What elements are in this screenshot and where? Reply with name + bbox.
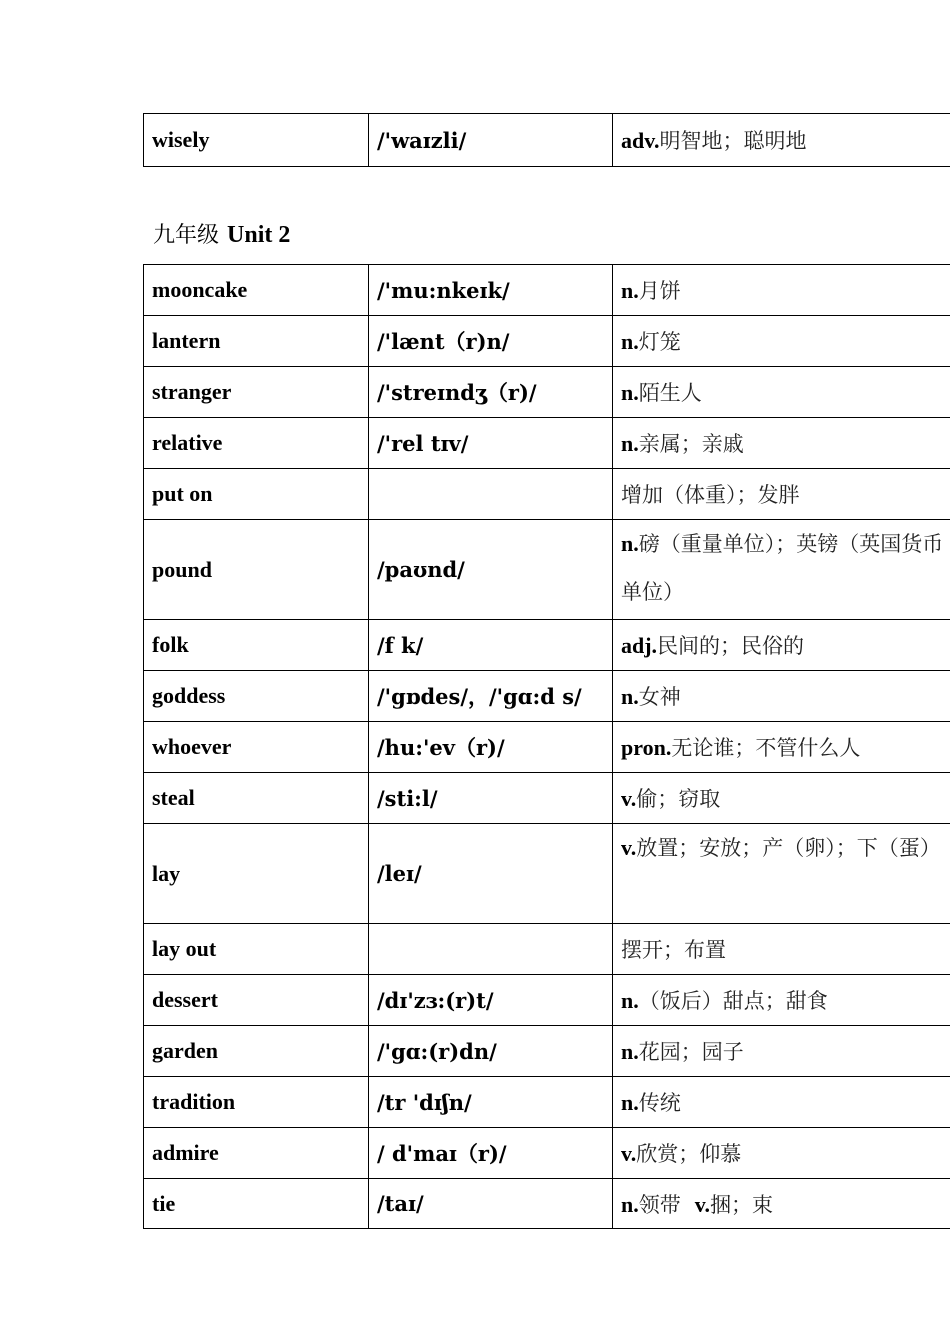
word-cell: relative bbox=[144, 418, 369, 469]
word-cell: mooncake bbox=[144, 265, 369, 316]
meaning-cell bbox=[613, 469, 950, 520]
meaning-text: 传统 bbox=[638, 1091, 681, 1115]
table-row bbox=[144, 316, 950, 367]
part-of-speech: adj. bbox=[621, 633, 658, 658]
meaning-text: 磅（重量单位）；英镑（英国货币单位） bbox=[621, 532, 944, 604]
part-of-speech: adv. bbox=[621, 128, 660, 153]
part-of-speech: pron. bbox=[621, 735, 672, 760]
word-cell: dessert bbox=[144, 975, 369, 1026]
meaning-cell bbox=[613, 1179, 950, 1229]
meaning-text: 明智地；聪明地 bbox=[659, 129, 807, 153]
meaning-text: 灯笼 bbox=[638, 330, 681, 354]
table-row bbox=[144, 924, 950, 975]
meaning-text: 增加（体重）；发胖 bbox=[621, 483, 800, 507]
word-cell: lay out bbox=[144, 924, 369, 975]
table-row bbox=[144, 1077, 950, 1128]
part-of-speech-2: v. bbox=[694, 1191, 711, 1217]
meaning-text: 放置；安放；产（卵）；下（蛋） bbox=[636, 836, 941, 860]
part-of-speech: n. bbox=[621, 431, 639, 456]
part-of-speech: n. bbox=[621, 278, 639, 303]
meaning-cell bbox=[613, 824, 950, 924]
phonetic-cell bbox=[369, 469, 613, 520]
table-row bbox=[144, 1179, 950, 1229]
table-row bbox=[144, 265, 950, 316]
phonetic-cell: /tr 'dɪʃn/ bbox=[369, 1077, 613, 1128]
phonetic-cell: / d'maɪ（r)/ bbox=[369, 1128, 613, 1179]
meaning-text: 女神 bbox=[638, 685, 681, 709]
word-cell: lay bbox=[144, 824, 369, 924]
part-of-speech: v. bbox=[621, 835, 637, 860]
phonetic-cell: /hu:'ev（r)/ bbox=[369, 722, 613, 773]
top-vocab-table bbox=[143, 113, 950, 167]
phonetic-cell: /'streɪndʒ（r)/ bbox=[369, 367, 613, 418]
table-row bbox=[144, 418, 950, 469]
part-of-speech: n. bbox=[621, 1090, 639, 1115]
meaning-text: 花园；园子 bbox=[638, 1040, 744, 1064]
part-of-speech: n. bbox=[621, 684, 639, 709]
word-cell: pound bbox=[144, 520, 369, 620]
table-row bbox=[144, 520, 950, 620]
word-cell: lantern bbox=[144, 316, 369, 367]
unit-label: Unit 2 bbox=[227, 222, 291, 248]
table-row bbox=[144, 469, 950, 520]
phonetic-cell: /f k/ bbox=[369, 620, 613, 671]
meaning-text-2: 捆；束 bbox=[710, 1192, 774, 1217]
table-row bbox=[144, 975, 950, 1026]
meaning-cell bbox=[613, 722, 950, 773]
part-of-speech: n. bbox=[621, 531, 639, 556]
meaning-text: 无论谁；不管什么人 bbox=[671, 736, 861, 760]
meaning-cell bbox=[613, 1026, 950, 1077]
table-row bbox=[144, 367, 950, 418]
phonetic-cell: /taɪ/ bbox=[369, 1179, 613, 1229]
meaning-cell bbox=[613, 773, 950, 824]
meaning-text: 摆开；布置 bbox=[621, 938, 726, 962]
word-cell: stranger bbox=[144, 367, 369, 418]
part-of-speech: n. bbox=[621, 988, 639, 1013]
word-cell: whoever bbox=[144, 722, 369, 773]
part-of-speech: n. bbox=[621, 380, 639, 405]
meaning-cell bbox=[613, 975, 950, 1026]
meaning-cell bbox=[613, 316, 950, 367]
table-row bbox=[144, 824, 950, 924]
meaning-cell bbox=[613, 520, 950, 620]
meaning-cell bbox=[613, 671, 950, 722]
word-cell: tradition bbox=[144, 1077, 369, 1128]
phonetic-cell: /'mu:nkeɪk/ bbox=[369, 265, 613, 316]
word-cell: admire bbox=[144, 1128, 369, 1179]
phonetic-cell: /'waɪzli/ bbox=[369, 114, 613, 167]
part-of-speech: n. bbox=[621, 1191, 639, 1217]
phonetic-cell: /leɪ/ bbox=[369, 824, 613, 924]
word-cell: garden bbox=[144, 1026, 369, 1077]
meaning-text: （饭后）甜点；甜食 bbox=[638, 989, 828, 1013]
part-of-speech: v. bbox=[621, 786, 637, 811]
phonetic-cell: /sti:l/ bbox=[369, 773, 613, 824]
word-cell: wisely bbox=[144, 114, 369, 167]
table-row bbox=[144, 773, 950, 824]
meaning-cell bbox=[613, 418, 950, 469]
phonetic-cell: /dɪ'zɜ:(r)t/ bbox=[369, 975, 613, 1026]
meaning-text: 亲属；亲戚 bbox=[638, 432, 744, 456]
meaning-cell bbox=[613, 620, 950, 671]
meaning-cell bbox=[613, 1077, 950, 1128]
unit2-vocab-table bbox=[143, 264, 950, 1229]
word-cell: put on bbox=[144, 469, 369, 520]
meaning-text: 领带 bbox=[638, 1192, 681, 1217]
grade-label: 九年级 bbox=[153, 223, 220, 248]
section-heading bbox=[153, 218, 290, 249]
phonetic-cell: /'lænt（r)n/ bbox=[369, 316, 613, 367]
word-cell: tie bbox=[144, 1179, 369, 1229]
table-row bbox=[144, 620, 950, 671]
part-of-speech: n. bbox=[621, 1039, 639, 1064]
meaning-cell bbox=[613, 1128, 950, 1179]
meaning-text: 欣赏；仰慕 bbox=[636, 1142, 742, 1166]
phonetic-cell: /'gɑ:(r)dn/ bbox=[369, 1026, 613, 1077]
word-cell: goddess bbox=[144, 671, 369, 722]
table-row bbox=[144, 722, 950, 773]
table-row bbox=[144, 1128, 950, 1179]
phonetic-cell: /'gɒdes/，/'gɑ:d s/ bbox=[369, 671, 613, 722]
phonetic-cell bbox=[369, 924, 613, 975]
table-row bbox=[144, 1026, 950, 1077]
meaning-text: 民间的；民俗的 bbox=[657, 634, 805, 658]
meaning-cell bbox=[613, 265, 950, 316]
meaning-cell bbox=[613, 924, 950, 975]
table-row bbox=[144, 114, 950, 167]
phonetic-cell: /'rel tɪv/ bbox=[369, 418, 613, 469]
part-of-speech: n. bbox=[621, 329, 639, 354]
meaning-cell bbox=[613, 367, 950, 418]
phonetic-cell: /paʊnd/ bbox=[369, 520, 613, 620]
word-cell: steal bbox=[144, 773, 369, 824]
meaning-cell bbox=[613, 114, 950, 167]
table-row bbox=[144, 671, 950, 722]
meaning-text: 陌生人 bbox=[638, 381, 702, 405]
meaning-text: 偷；窃取 bbox=[636, 787, 721, 811]
word-cell: folk bbox=[144, 620, 369, 671]
part-of-speech: v. bbox=[621, 1141, 637, 1166]
meaning-text: 月饼 bbox=[638, 279, 681, 303]
